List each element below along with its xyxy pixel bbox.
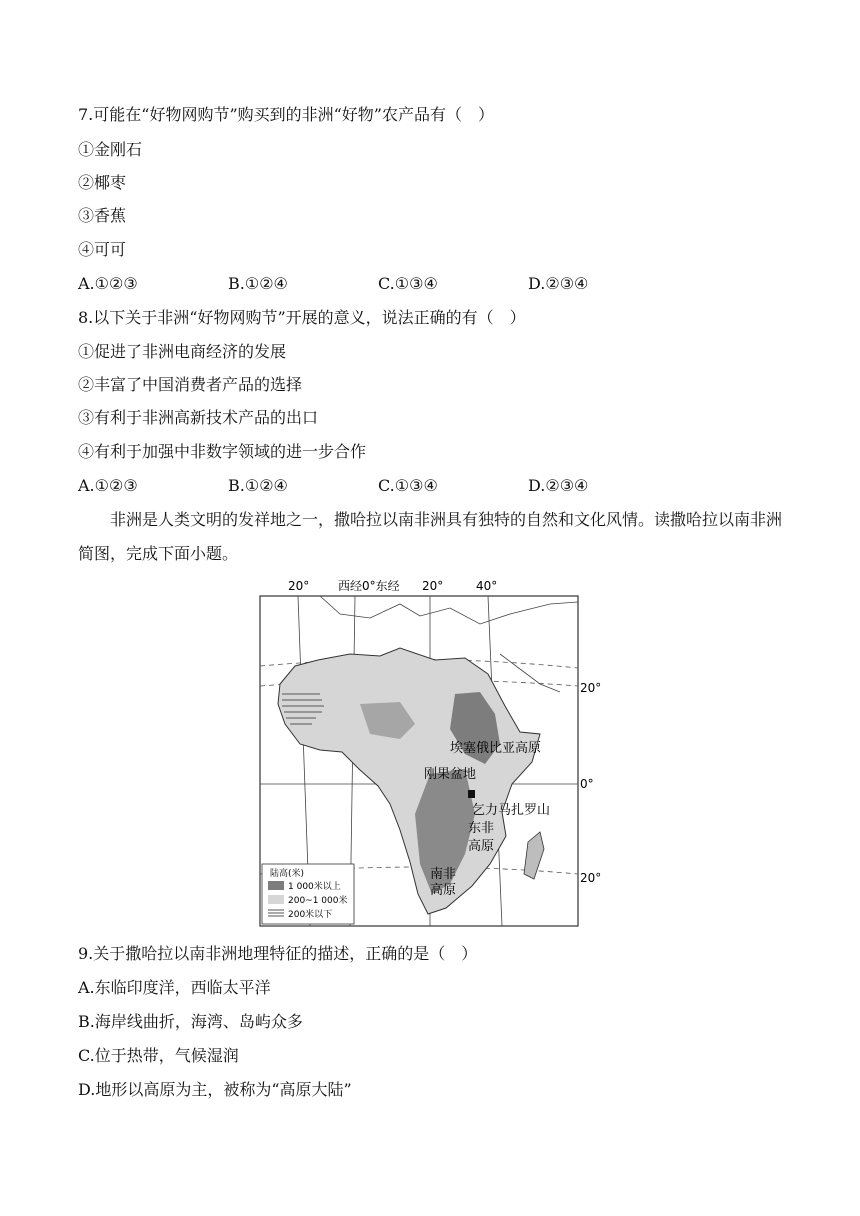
label-lon-20e: 20° [422, 579, 444, 593]
label-congo-basin: 刚果盆地 [424, 767, 477, 782]
q7-item-4: ④可可 [78, 240, 127, 259]
legend-high: 1 000米以上 [288, 882, 341, 892]
label-south-africa-plateau-1: 南非 [430, 867, 457, 882]
intro-paragraph: 非洲是人类文明的发祥地之一，撒哈拉以南非洲具有独特的自然和文化风情。读撒哈拉以南非洲简图，完成下面小题。 [78, 510, 783, 563]
q7-option-a: A.①②③ [78, 274, 138, 293]
q7-option-c: C.①③④ [378, 274, 438, 293]
legend-low: 200米以下 [288, 910, 333, 920]
legend-title: 陆高(米) [270, 869, 305, 879]
legend-swatch-mid [268, 895, 284, 904]
q7-option-b: B.①②④ [228, 274, 288, 293]
map-legend [262, 864, 354, 924]
q7-option-d: D.②③④ [528, 274, 589, 293]
label-ethiopian-highlands: 埃塞俄比亚高原 [450, 741, 542, 756]
q7-item-1: ①金刚石 [78, 140, 143, 159]
q9-option-c: C.位于热带，气候湿润 [78, 1046, 239, 1065]
q9-stem: 9.关于撒哈拉以南非洲地理特征的描述，正确的是（ ） [78, 944, 478, 963]
q7-item-2: ②椰枣 [78, 173, 127, 192]
label-south-africa-plateau-2: 高原 [430, 883, 457, 898]
q8-option-c: C.①③④ [378, 476, 438, 495]
q7-item-3: ③香蕉 [78, 206, 127, 225]
q8-option-b: B.①②④ [228, 476, 288, 495]
q8-item-2: ②丰富了中国消费者产品的选择 [78, 375, 303, 394]
label-east-africa-plateau-2: 高原 [468, 839, 495, 854]
q8-item-1: ①促进了非洲电商经济的发展 [78, 342, 287, 361]
label-east-africa-plateau-1: 东非 [468, 821, 495, 836]
q8-option-d: D.②③④ [528, 476, 589, 495]
label-meridian: 西经0°东经 [338, 579, 400, 593]
legend-mid: 200~1 000米 [288, 896, 348, 906]
label-lat-20s: 20° [580, 871, 602, 885]
label-lat-0: 0° [580, 777, 594, 791]
q9-option-b: B.海岸线曲折，海湾、岛屿众多 [78, 1012, 303, 1031]
q9-option-a: A.东临印度洋，西临太平洋 [78, 978, 271, 997]
label-kilimanjaro: 乞力马扎罗山 [472, 803, 551, 818]
q7-stem: 7.可能在“好物网购节”购买到的非洲“好物”农产品有（ ） [78, 105, 494, 124]
label-lon-40: 40° [476, 579, 498, 593]
q9-option-d: D.地形以高原为主，被称为“高原大陆” [78, 1080, 352, 1099]
legend-swatch-high [268, 881, 284, 890]
q8-option-a: A.①②③ [78, 476, 138, 495]
q8-stem: 8.以下关于非洲“好物网购节”开展的意义，说法正确的有（ ） [78, 308, 526, 327]
label-lat-20n: 20° [580, 681, 602, 695]
q8-item-4: ④有利于加强中非数字领域的进一步合作 [78, 442, 367, 461]
africa-map [250, 574, 602, 934]
q8-item-3: ③有利于非洲高新技术产品的出口 [78, 408, 319, 427]
label-lon-20w: 20° [288, 579, 310, 593]
kilimanjaro-marker [468, 790, 475, 798]
